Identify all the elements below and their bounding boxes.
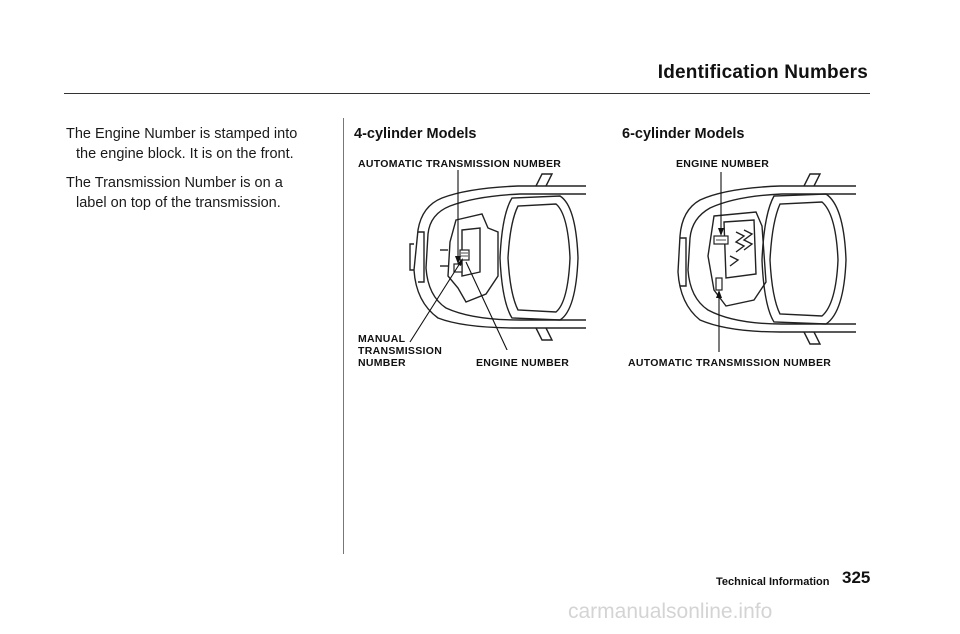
- engine-number-paragraph: [66, 124, 336, 164]
- transmission-paragraph-line-1: The Transmission Number is on a: [66, 175, 283, 191]
- engine-paragraph-line-1: The Engine Number is stamped into: [66, 126, 298, 142]
- manual-label-line-3: NUMBER: [358, 357, 406, 369]
- manual-label-line-2: TRANSMISSION: [358, 345, 443, 357]
- title-divider: [64, 93, 870, 94]
- six-cyl-auto-trans-label: AUTOMATIC TRANSMISSION NUMBER: [628, 357, 832, 369]
- engine-paragraph-line-2: the engine block. It is on the front.: [76, 146, 294, 162]
- column-divider: [343, 118, 344, 554]
- watermark: carmanualsonline.info: [568, 600, 773, 623]
- four-cylinder-engine-bay-diagram: [400, 170, 590, 350]
- four-cyl-engine-label: ENGINE NUMBER: [476, 357, 570, 369]
- page-title: Identification Numbers: [657, 62, 868, 83]
- manual-label-line-1: MANUAL: [358, 333, 406, 345]
- transmission-paragraph-line-2: label on top of the transmission.: [76, 195, 281, 211]
- four-cylinder-heading: 4-cylinder Models: [354, 126, 477, 142]
- four-cyl-auto-trans-label: AUTOMATIC TRANSMISSION NUMBER: [358, 158, 562, 170]
- page-number: 325: [842, 568, 871, 587]
- six-cyl-engine-label: ENGINE NUMBER: [676, 158, 770, 170]
- six-cylinder-engine-bay-diagram: [670, 172, 860, 352]
- six-cylinder-heading: 6-cylinder Models: [622, 126, 745, 142]
- footer-section-name: Technical Information: [716, 576, 830, 588]
- transmission-number-paragraph: [66, 173, 336, 213]
- four-cyl-manual-trans-label: [358, 333, 442, 369]
